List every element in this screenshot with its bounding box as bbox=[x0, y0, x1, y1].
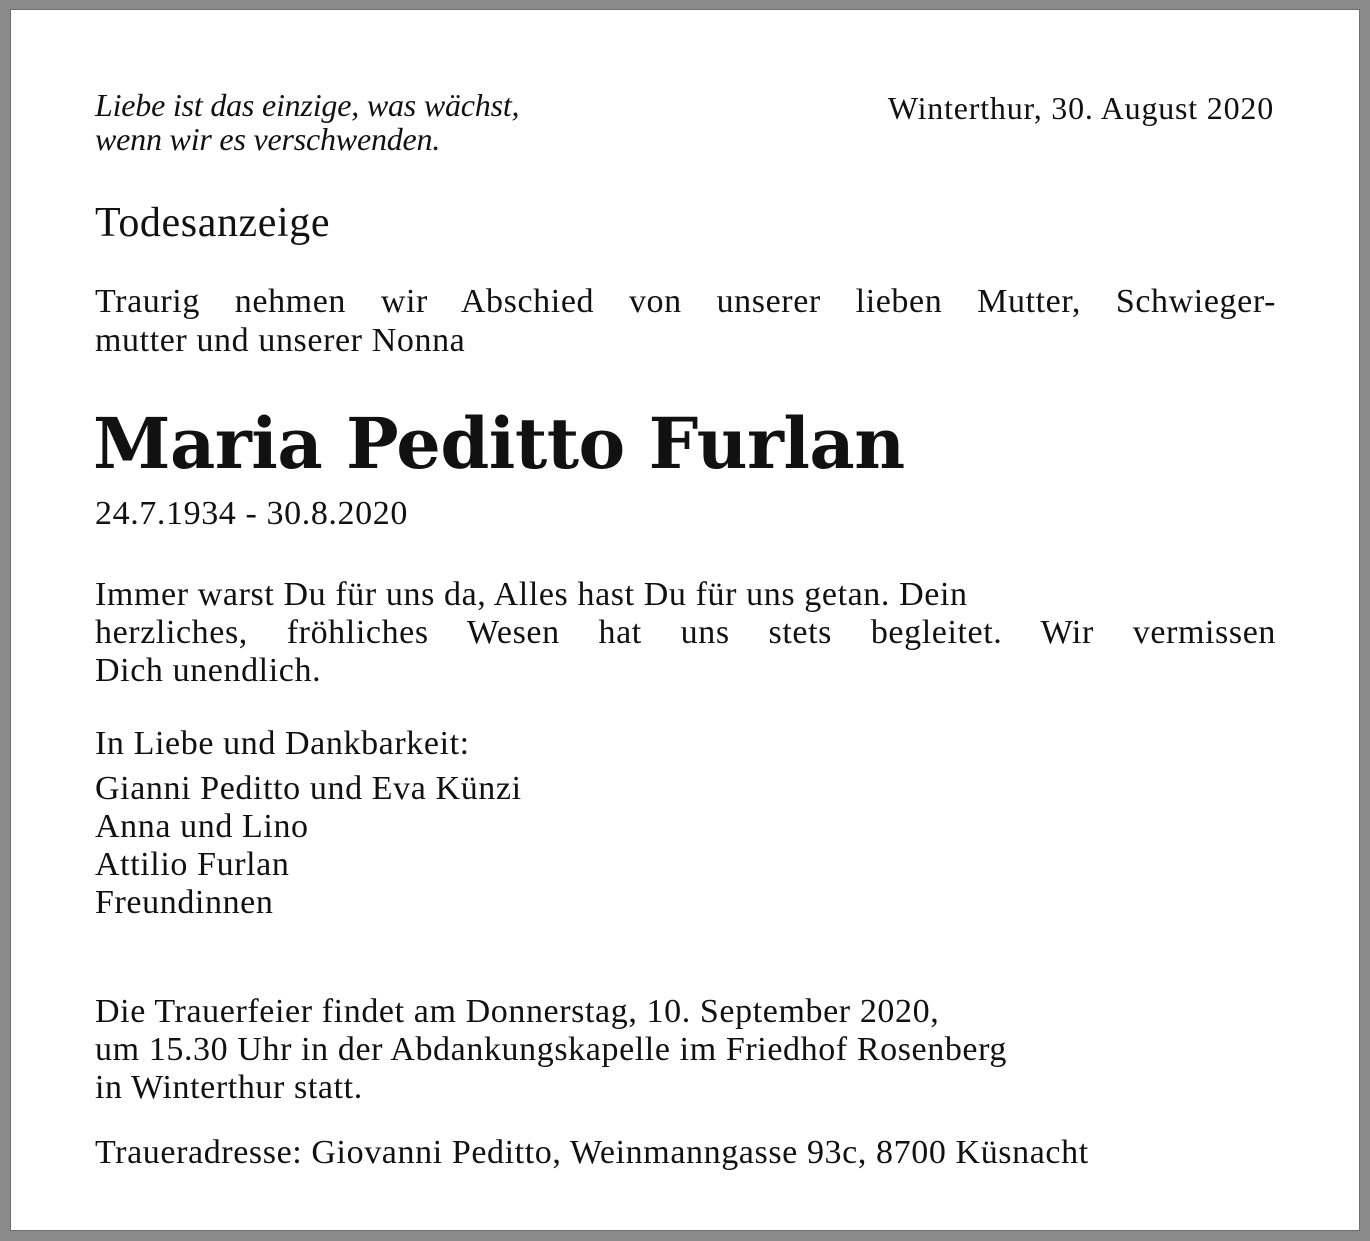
motto-line-2: wenn wir es verschwenden. bbox=[95, 121, 441, 157]
life-dates: 24.7.1934 - 30.8.2020 bbox=[95, 495, 408, 532]
message-line-2: herzliches, fröhliches Wesen hat uns stets begleitet. Wir vermissen bbox=[95, 614, 1276, 651]
mourners-list bbox=[95, 770, 522, 922]
message-paragraph bbox=[95, 576, 1276, 690]
motto-line-1: Liebe ist das einzige, was wächst, bbox=[95, 87, 520, 123]
service-line-3: in Winterthur statt. bbox=[95, 1069, 363, 1106]
message-line-1: Immer warst Du für uns da, Alles hast Du für uns getan. Dein bbox=[95, 576, 968, 613]
intro-line-1: Traurig nehmen wir Abschied von unserer lieben Mutter, Schwieger- bbox=[95, 283, 1276, 320]
mourner-item: Attilio Furlan bbox=[95, 846, 290, 883]
mourner-item: Anna und Lino bbox=[95, 808, 309, 845]
mourning-address: Traueradresse: Giovanni Peditto, Weinmanngasse 93c, 8700 Küsnacht bbox=[95, 1134, 1089, 1171]
deceased-name: Maria Peditto Furlan bbox=[93, 402, 905, 485]
intro-paragraph bbox=[95, 282, 1276, 360]
mourner-item: Freundinnen bbox=[95, 884, 274, 921]
message-line-3: Dich unendlich. bbox=[95, 652, 322, 689]
service-announcement bbox=[95, 993, 1007, 1107]
service-line-2: um 15.30 Uhr in der Abdankungskapelle im Friedhof Rosenberg bbox=[95, 1031, 1008, 1068]
motto-quote bbox=[95, 88, 519, 156]
service-line-1: Die Trauerfeier findet am Donnerstag, 10. September 2020, bbox=[95, 993, 940, 1030]
place-and-date: Winterthur, 30. August 2020 bbox=[887, 90, 1274, 126]
notice-heading: Todesanzeige bbox=[95, 200, 331, 246]
signoff: In Liebe und Dankbarkeit: bbox=[95, 725, 470, 762]
mourner-item: Gianni Peditto und Eva Künzi bbox=[95, 770, 522, 807]
intro-line-2: mutter und unserer Nonna bbox=[95, 322, 466, 359]
obituary-page bbox=[10, 9, 1360, 1231]
